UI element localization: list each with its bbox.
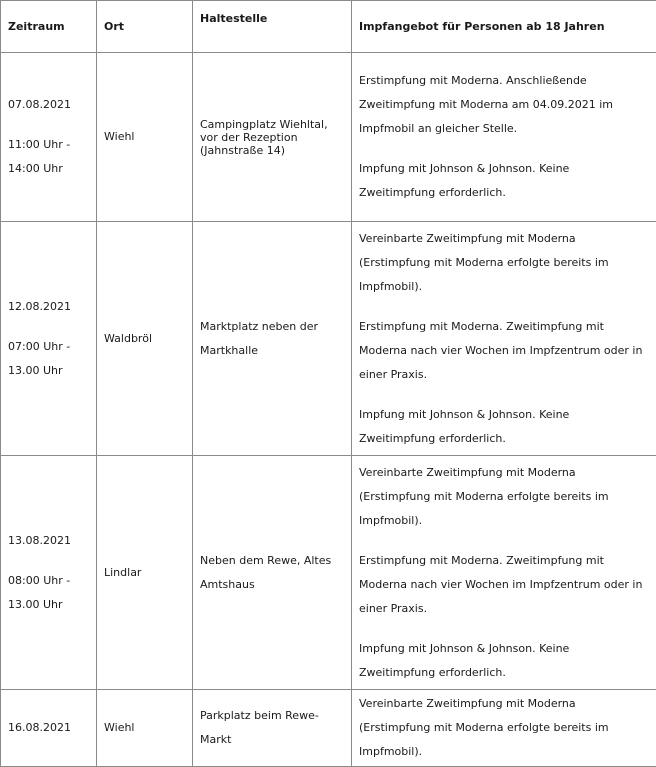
offer-text: Vereinbarte Zweitimpfung mit Moderna (Erstimpfung mit Moderna erfolgte bereits im Impfmobil). — [359, 227, 649, 299]
zeitraum-cell — [1, 456, 97, 690]
header-ort: Ort — [97, 1, 193, 53]
time-start: 07:00 Uhr - — [8, 335, 89, 359]
time-end: 13.00 Uhr — [8, 593, 89, 617]
offer-text: Impfung mit Johnson & Johnson. Keine Zweitimpfung erforderlich. — [359, 403, 649, 451]
date: 13.08.2021 — [8, 529, 89, 553]
date: 16.08.2021 — [8, 716, 89, 740]
table-row — [1, 222, 656, 456]
header-impfangebot: Impfangebot für Personen ab 18 Jahren — [352, 1, 656, 53]
date: 12.08.2021 — [8, 295, 89, 319]
ort-cell: Wiehl — [97, 690, 193, 767]
offer-text: Vereinbarte Zweitimpfung mit Moderna (Erstimpfung mit Moderna erfolgte bereits im Impfmobil). — [359, 461, 649, 533]
time-end: 13.00 Uhr — [8, 359, 89, 383]
haltestelle-cell: Parkplatz beim Rewe-Markt — [193, 690, 352, 767]
offer-text: Impfung mit Johnson & Johnson. Keine Zweitimpfung erforderlich. — [359, 637, 649, 685]
header-zeitraum: Zeitraum — [1, 1, 97, 53]
impfangebot-cell — [352, 53, 656, 222]
offer-text: Erstimpfung mit Moderna. Anschließende Zweitimpfung mit Moderna am 04.09.2021 im Impfmobil an gleicher Stelle. — [359, 69, 649, 141]
haltestelle-cell: Campingplatz Wiehltal, vor der Rezeption (Jahnstraße 14) — [193, 53, 352, 222]
table-row — [1, 690, 656, 767]
zeitraum-cell — [1, 222, 97, 456]
table-header-row — [1, 1, 656, 53]
offer-text: Vereinbarte Zweitimpfung mit Moderna (Erstimpfung mit Moderna erfolgte bereits im Impfmobil). — [359, 692, 649, 764]
offer-text: Erstimpfung mit Moderna. Zweitimpfung mit Moderna nach vier Wochen im Impfzentrum oder in einer Praxis. — [359, 549, 649, 621]
time-start: 11:00 Uhr - — [8, 133, 89, 157]
ort-cell: Wiehl — [97, 53, 193, 222]
time-start: 08:00 Uhr - — [8, 569, 89, 593]
ort-cell: Lindlar — [97, 456, 193, 690]
impfangebot-cell — [352, 456, 656, 690]
offer-text: Erstimpfung mit Moderna. Zweitimpfung mit Moderna nach vier Wochen im Impfzentrum oder in einer Praxis. — [359, 315, 649, 387]
table-row — [1, 53, 656, 222]
header-haltestelle: Haltestelle — [193, 1, 352, 53]
date: 07.08.2021 — [8, 93, 89, 117]
impfangebot-cell — [352, 690, 656, 767]
offer-text: Impfung mit Johnson & Johnson. Keine Zweitimpfung erforderlich. — [359, 157, 649, 205]
zeitraum-cell — [1, 690, 97, 767]
time-end: 14:00 Uhr — [8, 157, 89, 181]
impfangebot-cell — [352, 222, 656, 456]
haltestelle-cell: Marktplatz neben der Martkhalle — [193, 222, 352, 456]
haltestelle-cell: Neben dem Rewe, Altes Amtshaus — [193, 456, 352, 690]
ort-cell: Waldbröl — [97, 222, 193, 456]
table-row — [1, 456, 656, 690]
zeitraum-cell — [1, 53, 97, 222]
